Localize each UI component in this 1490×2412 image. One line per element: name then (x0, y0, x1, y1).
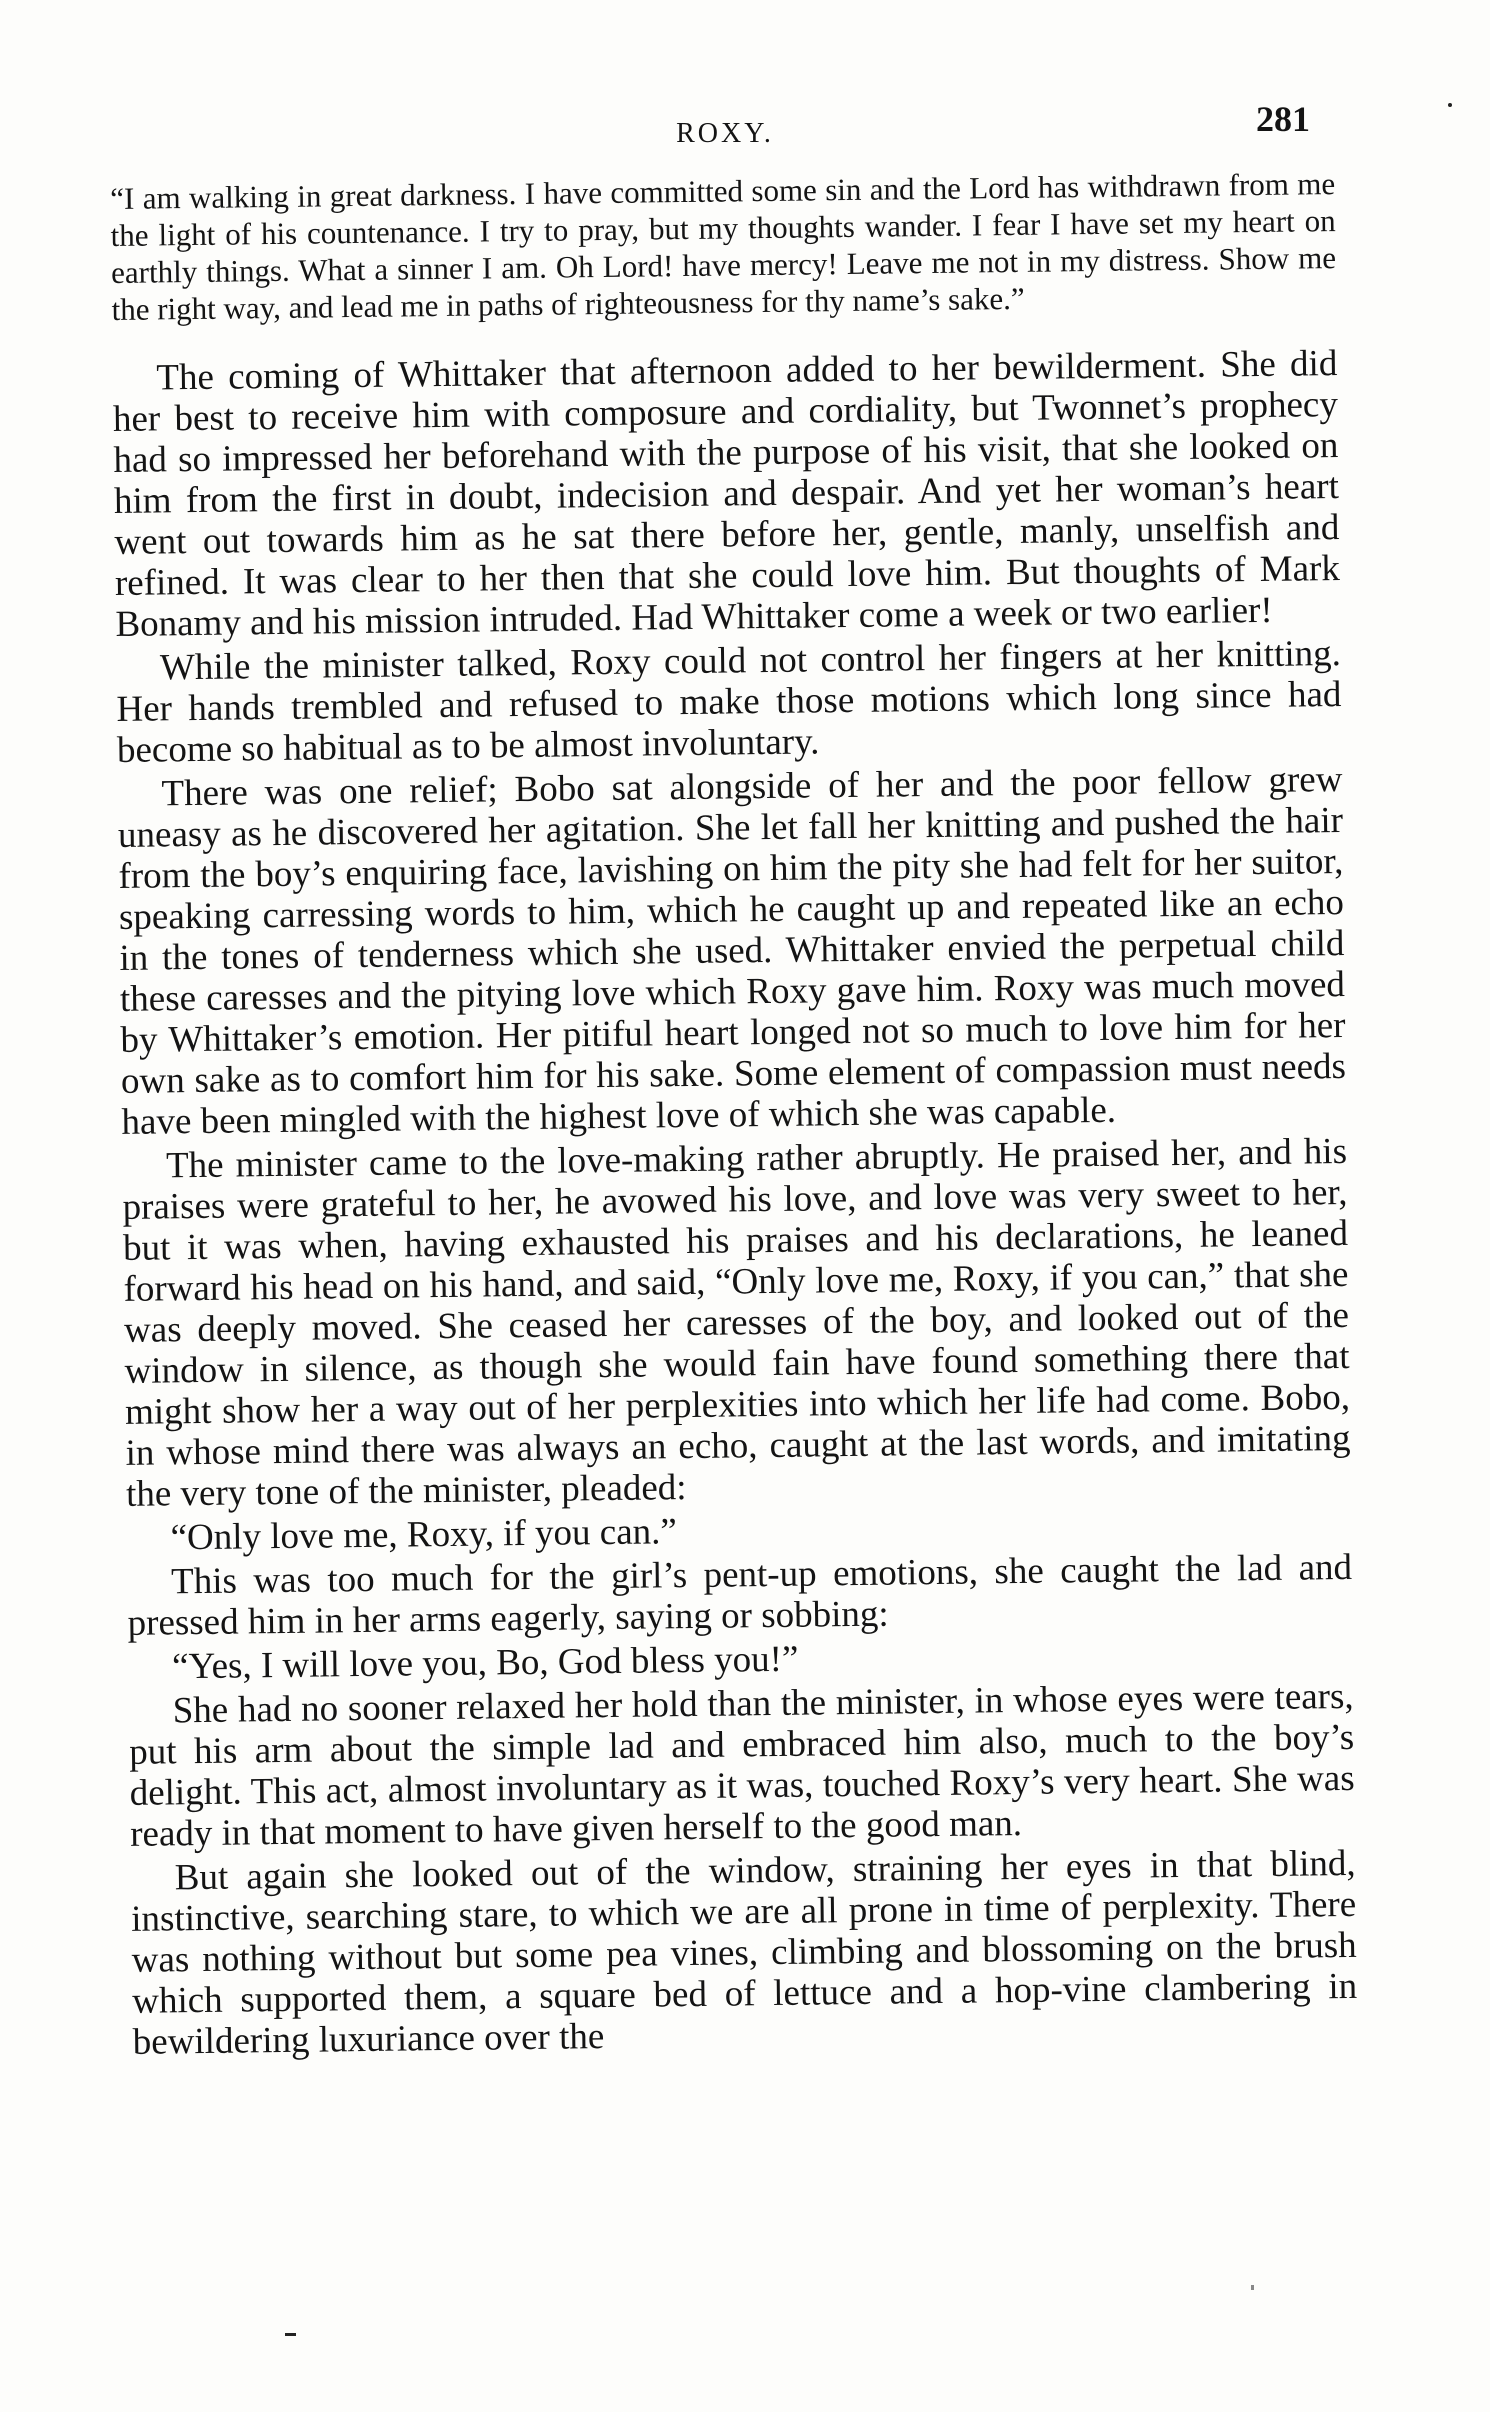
scan-speck (1251, 2285, 1254, 2290)
paragraph: But again she looked out of the window, straining her eyes in that blind, instinctive, searching stare, to which we are all prone in time of perplexity. There was nothing without but some pea vines, climbing and blossoming on the brush which supported them, a square bed of lettuce and a hop-vine clambering in bewildering luxuriance over the (131, 1842, 1358, 2063)
quoted-letter: “I am walking in great darkness. I have committed some sin and the Lord has withdrawn from me the light of his countenance. I try to pray, but my thoughts wander. I fear I have set my heart on earthly things. What a sinner I am. Oh Lord! have mercy! Leave me not in my distress. Show me the right way, and lead me in paths of righteousness for thy name’s sake.” (110, 166, 1337, 327)
paragraph: There was one relief; Bobo sat alongside of her and the poor fellow grew uneasy as he discovered her agitation. She let fall her knitting and pushed the hair from the boy’s enquiring face, lavishing on him the pity she had felt for her suitor, speaking carressing words to him, which he caught up and repeated like an echo in the tones of tenderness which she used. Whittaker envied the perpetual child these caresses and the pitying love which Roxy gave him. Roxy was much moved by Whittaker’s emotion. Her pitiful heart longed not so much to love him for her own sake as to comfort him for his sake. Some element of compassion must needs have been mingled with the highest love of which she was capable. (117, 758, 1347, 1143)
scan-speck (1448, 103, 1452, 107)
paragraph: While the minister talked, Roxy could not control her fingers at her knitting. Her hands trembled and refused to make those motions which long since had become so habitual as to be almost involuntary. (116, 632, 1342, 771)
paragraph: She had no sooner relaxed her hold than the minister, in whose eyes were tears, put his arm about the simple lad and embraced him also, much to the boy’s delight. This act, almost involuntary as it was, touched Roxy’s very heart. She was ready in that moment to have given herself to the good man. (128, 1675, 1355, 1855)
page-body (110, 165, 1358, 2066)
scan-speck (285, 2333, 296, 2336)
paragraph: “Yes, I will love you, Bo, God bless you!” (171, 1638, 799, 1688)
page-header (110, 92, 1340, 152)
paragraph: “Only love me, Roxy, if you can.” (170, 1511, 678, 1559)
paragraph: This was too much for the girl’s pent-up emotions, she caught the lad and pressed him in her arms eagerly, saying or sobbing: (127, 1546, 1353, 1644)
paragraph: The minister came to the love-making rather abruptly. He praised her, and his praises were grateful to her, he avowed his love, and love was very sweet to her, but it was when, having exhausted his praises and his declarations, he leaned forward his head on his hand, and said, “Only love me, Roxy, if you can,” that she was deeply moved. She ceased her caresses of the boy, and looked out of the window in silence, as though she would fain have found something there that might show her a way out of her perplexities into which her life had come. Bobo, in whose mind there was always an echo, caught at the last words, and imitating the very tone of the minister, pleaded: (122, 1130, 1351, 1515)
running-head: ROXY. (676, 118, 774, 149)
paragraph: The coming of Whittaker that afternoon added to her bewilderment. She did her best to receive him with composure and cordiality, but Twonnet’s prophecy had so impressed her beforehand with the purpose of his visit, that she looked on him from the first in doubt, indecision and despair. And yet her woman’s heart went out towards him as he sat there before her, gentle, manly, unselfish and refined. It was clear to her then that she could love him. But thoughts of Mark Bonamy and his mission intruded. Had Whittaker come a week or two earlier! (112, 343, 1341, 645)
page-number: 281 (1256, 99, 1310, 139)
